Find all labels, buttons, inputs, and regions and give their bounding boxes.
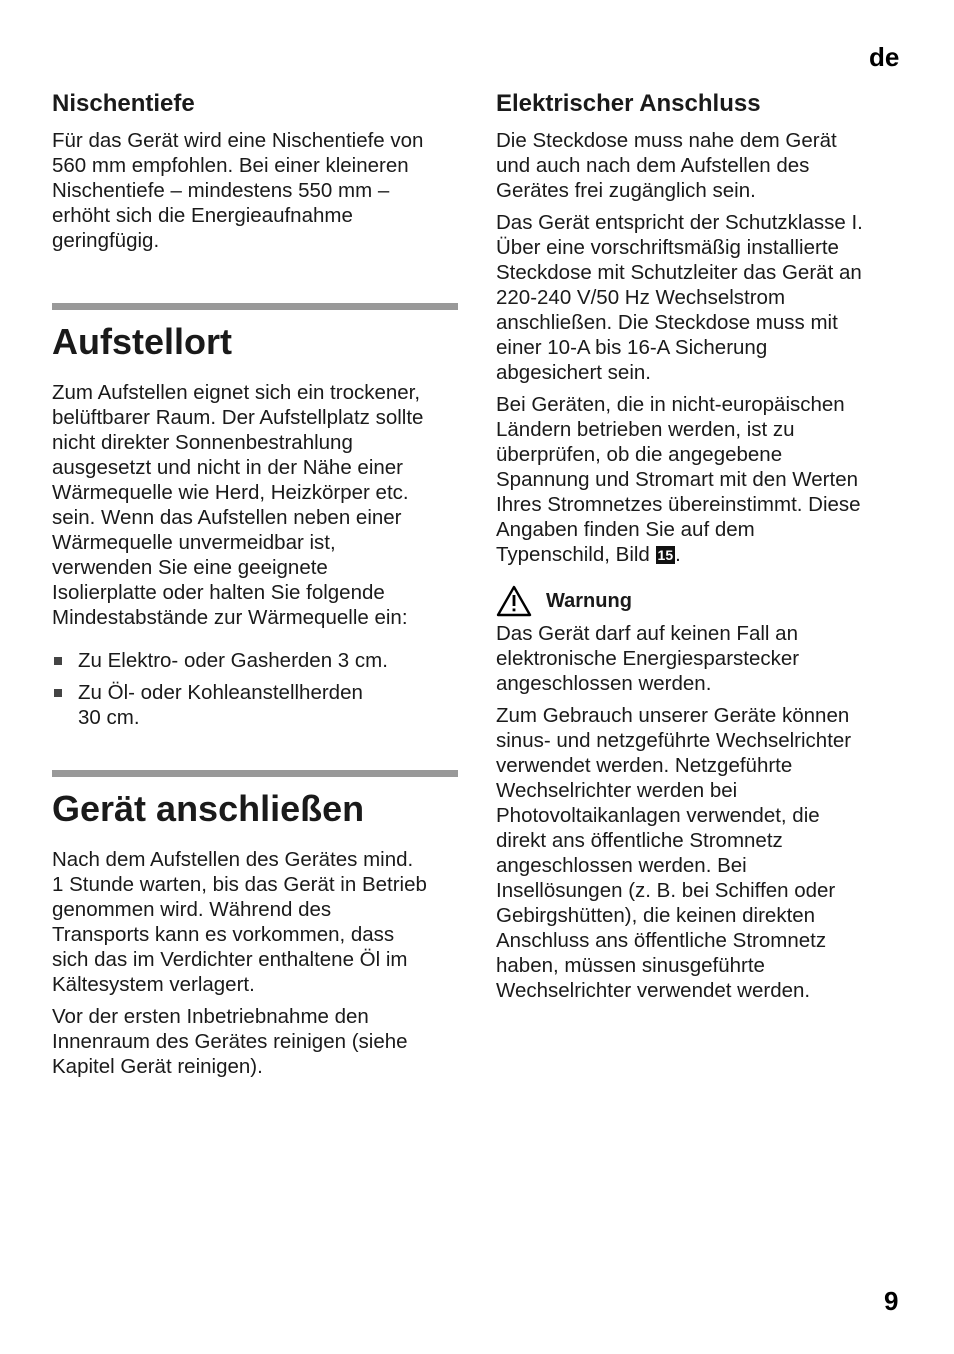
text-line: Die Steckdose muss nahe dem Gerät <box>496 129 837 152</box>
heading-aufstellort: Aufstellort <box>52 321 232 362</box>
text-line: Zum Gebrauch unserer Geräte können <box>496 704 850 727</box>
text-line: Wärmequelle wie Herd, Heizkörper etc. <box>52 481 409 504</box>
text-line: Über eine vorschriftsmäßig installierte <box>496 236 839 259</box>
text-line: Angaben finden Sie auf dem <box>496 518 755 541</box>
figure-ref-badge: 15 <box>657 547 674 563</box>
heading-nischentiefe: Nischentiefe <box>52 90 195 117</box>
text-line: 30 cm. <box>78 706 140 729</box>
warnung-body <box>496 621 906 1003</box>
text-line: ausgesetzt und nicht in der Nähe einer <box>52 456 404 479</box>
text-line: sinus- und netzgeführte Wechselrichter <box>496 729 852 752</box>
warning-label: Warnung <box>546 589 632 612</box>
text-line: Gebirgshütten), die keinen direkten <box>496 904 816 927</box>
text-line: Steckdose mit Schutzleiter das Gerät an <box>496 261 862 284</box>
paragraph <box>52 847 460 997</box>
text-line: verwendet werden. Netzgeführte <box>496 754 793 777</box>
section-geraet-anschliessen <box>52 785 460 1079</box>
list-item-text <box>78 681 363 729</box>
bullet-icon <box>54 689 62 697</box>
text-line: Zu Elektro- oder Gasherden 3 cm. <box>78 649 388 672</box>
list-item-text <box>78 649 388 672</box>
text-line: überprüfen, ob die angegebene <box>496 443 783 466</box>
paragraph <box>52 380 460 630</box>
text-line: Kapitel Gerät reinigen). <box>52 1055 263 1078</box>
text-line: Wechselrichter verwendet werden. <box>496 979 811 1002</box>
text-line: haben, müssen sinusgeführte <box>496 954 765 977</box>
text-line: genommen wird. Während des <box>52 898 332 921</box>
text-line: Ihres Stromnetzes übereinstimmt. Diese <box>496 493 861 516</box>
distance-list <box>52 648 460 730</box>
text-line: einer 10-A bis 16-A Sicherung <box>496 336 768 359</box>
text-line: anschließen. Die Steckdose muss mit <box>496 311 838 334</box>
page-number: 9 <box>884 1286 899 1316</box>
text-line: sich das im Verdichter enthaltene Öl im <box>52 948 408 971</box>
text-line: Nischentiefe – mindestens 550 mm – <box>52 179 390 202</box>
text-line: Das Gerät entspricht der Schutzklasse I. <box>496 211 863 234</box>
section-elektrischer-anschluss <box>496 88 906 567</box>
paragraph <box>52 1004 460 1079</box>
section-divider <box>52 770 458 777</box>
paragraph <box>52 128 460 253</box>
text-line: Wechselrichter werden bei <box>496 779 738 802</box>
paragraph <box>496 703 906 1003</box>
text-line: Photovoltaikanlagen verwendet, die <box>496 804 820 827</box>
text-line: Nach dem Aufstellen des Gerätes mind. <box>52 848 414 871</box>
warning-triangle-icon <box>496 585 532 617</box>
text-line: Ländern betrieben werden, ist zu <box>496 418 795 441</box>
language-label: de <box>869 42 900 72</box>
text-line: Das Gerät darf auf keinen Fall an <box>496 622 798 645</box>
list-item <box>52 648 460 673</box>
text-line: Transports kann es vorkommen, dass <box>52 923 395 946</box>
text-line: Innenraum des Gerätes reinigen (siehe <box>52 1030 408 1053</box>
warning-header <box>496 585 906 617</box>
text-line: 220-240 V/50 Hz Wechselstrom <box>496 286 786 309</box>
text-line: Vor der ersten Inbetriebnahme den <box>52 1005 369 1028</box>
typenschild-text: Typenschild, Bild <box>496 543 656 566</box>
text-line: Zum Aufstellen eignet sich ein trockener, <box>52 381 421 404</box>
text-line: Für das Gerät wird eine Nischentiefe von <box>52 129 424 152</box>
text-line: Wärmequelle unvermeidbar ist, <box>52 531 336 554</box>
right-column <box>496 88 906 1010</box>
text-line: Anschluss ans öffentliche Stromnetz <box>496 929 827 952</box>
text-line: direkt ans öffentliche Stromnetz <box>496 829 783 852</box>
text-line: Bei Geräten, die in nicht-europäischen <box>496 393 845 416</box>
text-line: Kältesystem verlagert. <box>52 973 255 996</box>
section-nischentiefe <box>52 88 460 253</box>
text-line: abgesichert sein. <box>496 361 651 384</box>
paragraph <box>496 210 906 385</box>
paragraph <box>496 621 906 696</box>
text-line: angeschlossen werden. <box>496 672 712 695</box>
anschliessen-body <box>52 847 460 1079</box>
paragraph <box>496 128 906 203</box>
text-line: angeschlossen werden. Bei <box>496 854 747 877</box>
text-line: Insellösungen (z. B. bei Schiffen oder <box>496 879 836 902</box>
text-line: Zu Öl- oder Kohleanstellherden <box>78 681 363 704</box>
list-item <box>52 680 460 730</box>
paragraph <box>496 392 906 542</box>
text-line: Isolierplatte oder halten Sie folgende <box>52 581 385 604</box>
left-column <box>52 88 460 1086</box>
text-line: Spannung und Stromart mit den Werten <box>496 468 858 491</box>
text-line: sein. Wenn das Aufstellen neben einer <box>52 506 402 529</box>
text-line: erhöht sich die Energieaufnahme <box>52 204 353 227</box>
typenschild-suffix: . <box>675 543 681 566</box>
heading-geraet-anschliessen: Gerät anschließen <box>52 788 365 829</box>
text-line: 1 Stunde warten, bis das Gerät in Betrieb <box>52 873 427 896</box>
aufstellort-body <box>52 380 460 630</box>
text-line: verwenden Sie eine geeignete <box>52 556 328 579</box>
text-line: und auch nach dem Aufstellen des <box>496 154 810 177</box>
heading-elektrischer-anschluss: Elektrischer Anschluss <box>496 90 761 117</box>
text-line: Mindestabstände zur Wärmequelle ein: <box>52 606 408 629</box>
text-line: nicht direkter Sonnenbestrahlung <box>52 431 353 454</box>
text-line: geringfügig. <box>52 229 160 252</box>
elektrisch-body <box>496 128 906 542</box>
bullet-icon <box>54 657 62 665</box>
text-line: elektronische Energiesparstecker <box>496 647 800 670</box>
typenschild-line <box>496 542 906 567</box>
text-line: belüftbarer Raum. Der Aufstellplatz sollte <box>52 406 424 429</box>
section-aufstellort <box>52 318 460 730</box>
text-line: 560 mm empfohlen. Bei einer kleineren <box>52 154 409 177</box>
text-line: Gerätes frei zugänglich sein. <box>496 179 756 202</box>
nischentiefe-body <box>52 128 460 253</box>
section-divider <box>52 303 458 310</box>
